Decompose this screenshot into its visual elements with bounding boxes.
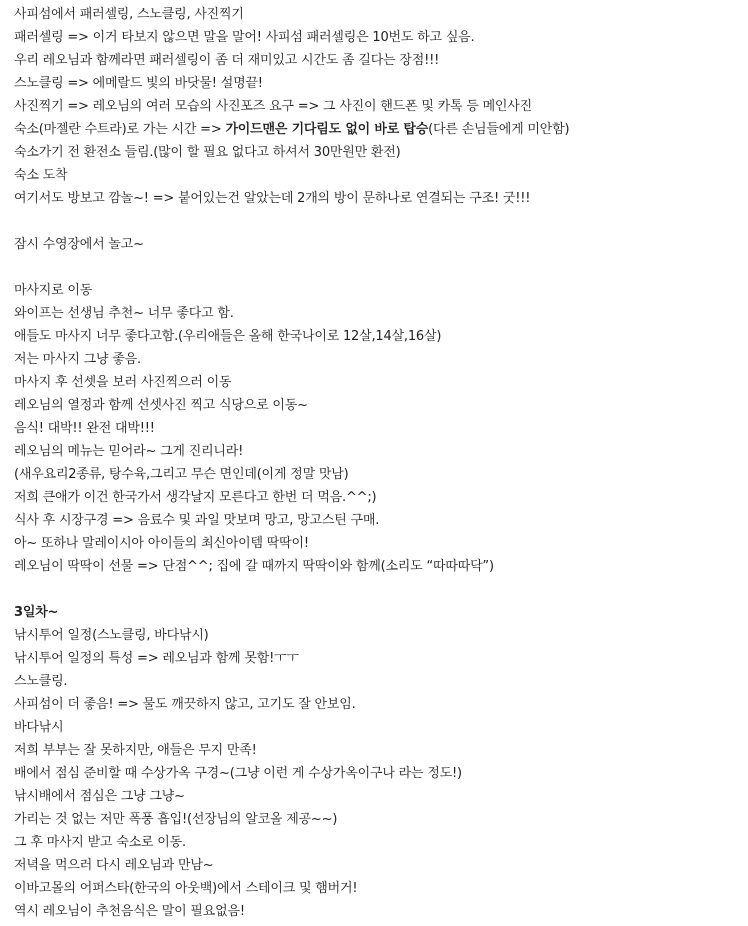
text-line [14,233,739,256]
text-segment: 마사지로 이동 [14,283,93,298]
blank-line [14,256,739,279]
text-segment: 사진찍기 => 레오님의 여러 모습의 사진포즈 요구 => 그 사진이 핸드폰 및 카톡 등 메인사진 [14,99,532,114]
text-line [14,670,739,693]
text-line [14,900,739,923]
text-line [14,601,739,624]
text-line [14,509,739,532]
text-segment: 레오님이 딱딱이 선물 => 단점^^; 집에 갈 때까지 딱딱이와 함께(소리도 “따따따닥”) [14,559,494,574]
text-segment: 사피섬이 더 좋음! => 물도 깨끗하지 않고, 고기도 잘 안보임. [14,697,356,712]
text-line [14,164,739,187]
text-line [14,141,739,164]
text-segment: 숙소가기 전 환전소 들림.(많이 할 필요 없다고 하셔서 30만원만 환전) [14,145,401,160]
blank-line [14,210,739,233]
text-segment: 우리 레오님과 함께라면 패러셀링이 좀 더 재미있고 시간도 좀 길다는 장점!!! [14,53,440,68]
bold-text: 가이드맨은 기다림도 없이 바로 탑승 [225,122,429,137]
text-segment: 낚시투어 일정의 특성 => 레오님과 함께 못함!ㅜㅜ [14,651,299,666]
text-line [14,26,739,49]
text-segment: 와이프는 선생님 추천~ 너무 좋다고 함. [14,306,234,321]
text-segment: 역시 레오님이 추천음식은 말이 필요없음! [14,904,245,919]
text-line [14,532,739,555]
text-line [14,693,739,716]
text-line [14,624,739,647]
text-segment: 패러셀링 => 이거 타보지 않으면 말을 말어! 사피섬 패러셀링은 10번도 하고 싶음. [14,30,475,45]
text-segment: 배에서 점심 준비할 때 수상가옥 구경~(그냥 이런 게 수상가옥이구나 라는 정도!) [14,766,462,781]
text-line [14,49,739,72]
text-segment: (다른 손님들에게 미안함) [428,122,570,137]
text-segment: 잠시 수영장에서 놀고~ [14,237,144,252]
text-line [14,739,739,762]
text-segment: 바다낚시 [14,720,64,735]
text-line [14,877,739,900]
text-segment: 사피섬에서 패러셀링, 스노클링, 사진찍기 [14,7,244,22]
text-segment: 그 후 마사지 받고 숙소로 이동. [14,835,186,850]
text-line [14,417,739,440]
text-line [14,555,739,578]
text-segment: 저희 큰애가 이건 한국가서 생각날지 모른다고 한번 더 먹음.^^;) [14,490,377,505]
text-line [14,808,739,831]
text-line [14,785,739,808]
text-line [14,3,739,26]
text-segment: (새우요리2종류, 탕수육,그리고 무슨 면인데(이게 정말 맛남) [14,467,349,482]
text-line [14,95,739,118]
text-line [14,762,739,785]
text-segment: 여기서도 방보고 깜놀~! => 붙어있는건 알았는데 2개의 방이 문하나로 연결되는 구조! 굿!!! [14,191,531,206]
text-line [14,302,739,325]
text-segment: 숙소 도착 [14,168,68,183]
text-segment: 스노클링 => 에메랄드 빛의 바닷물! 설명끝! [14,76,263,91]
text-line [14,854,739,877]
text-segment: 저희 부부는 잘 못하지만, 애들은 무지 만족! [14,743,257,758]
text-line [14,716,739,739]
text-line [14,486,739,509]
text-segment: 이바고몰의 어퍼스타(한국의 아웃백)에서 스테이크 및 햄버거! [14,881,358,896]
text-line [14,440,739,463]
text-segment: 마사지 후 선셋을 보러 사진찍으러 이동 [14,375,232,390]
text-line [14,118,739,141]
text-line [14,72,739,95]
text-line [14,348,739,371]
text-segment: 애들도 마사지 너무 좋다고함.(우리애들은 올해 한국나이로 12살,14살,16살) [14,329,442,344]
text-line [14,831,739,854]
text-segment: 레오님의 열정과 함께 선셋사진 찍고 식당으로 이동~ [14,398,308,413]
text-line [14,463,739,486]
text-segment: 숙소(마젤란 수트라)로 가는 시간 => [14,122,226,137]
bold-text: 3일차~ [14,605,59,620]
text-segment: 아~ 또하나 말레이시아 아이들의 최신아이템 딱딱이! [14,536,309,551]
document-body [14,3,739,923]
text-line [14,325,739,348]
text-segment: 저는 마사지 그냥 좋음. [14,352,141,367]
text-segment: 저녁을 먹으러 다시 레오님과 만남~ [14,858,214,873]
text-line [14,647,739,670]
text-segment: 가리는 것 없는 저만 폭풍 흡입!(선장님의 알코올 제공~~) [14,812,338,827]
text-line [14,279,739,302]
text-segment: 음식! 대박!! 완전 대박!!! [14,421,155,436]
text-line [14,187,739,210]
text-line [14,394,739,417]
text-segment: 레오님의 메뉴는 믿어라~ 그게 진리니라! [14,444,244,459]
text-line [14,371,739,394]
text-segment: 식사 후 시장구경 => 음료수 및 과일 맛보며 망고, 망고스틴 구매. [14,513,380,528]
text-segment: 낚시배에서 점심은 그냥 그냥~ [14,789,185,804]
text-segment: 스노클링. [14,674,68,689]
blank-line [14,578,739,601]
text-segment: 낚시투어 일정(스노클링, 바다낚시) [14,628,209,643]
